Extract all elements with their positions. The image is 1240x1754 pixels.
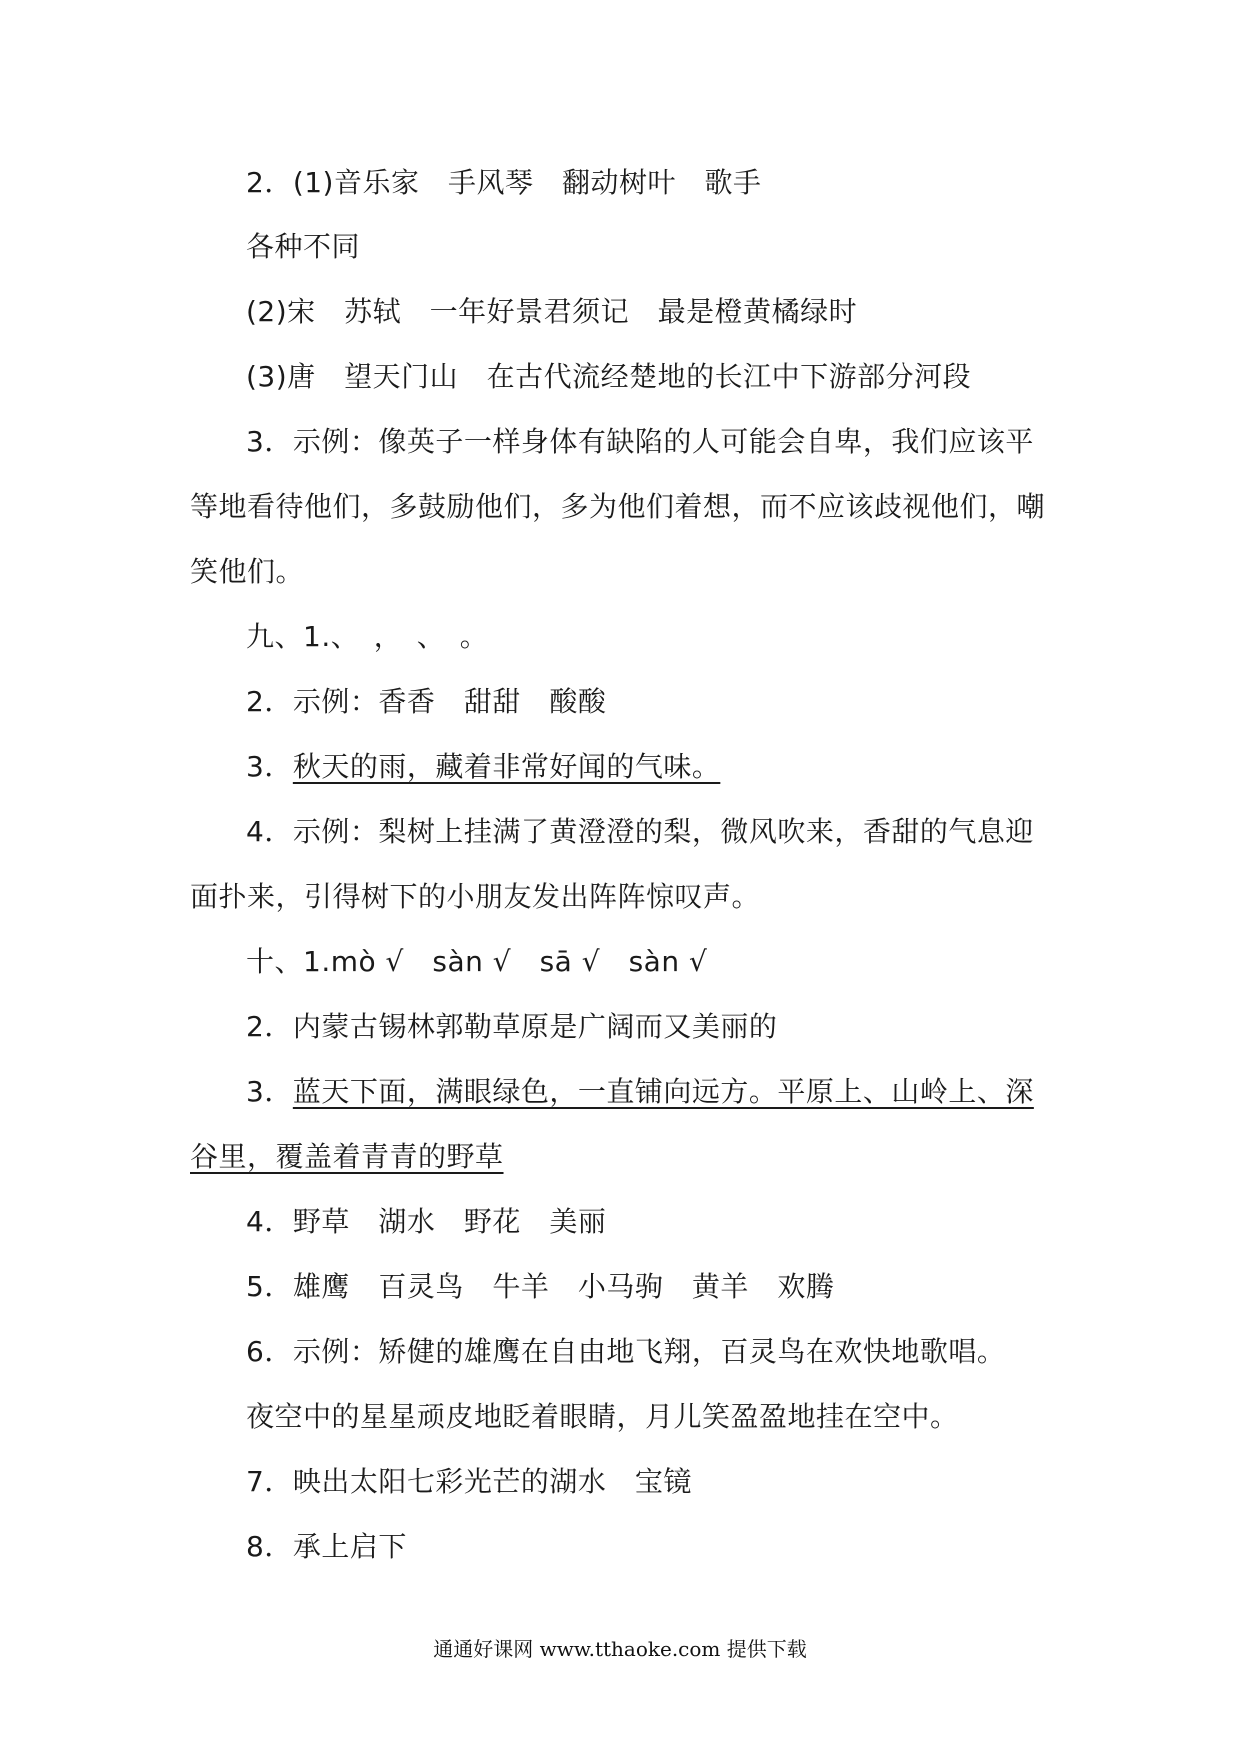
section-9-line-4-cont: 面扑来，引得树下的小朋友发出阵阵惊叹声。: [190, 880, 761, 913]
section-9-line-1: 九、1.、 ， 、 。: [246, 620, 489, 653]
underlined-answer: 秋天的雨，藏着非常好闻的气味。: [292, 750, 721, 783]
section-10-line-3-cont: 谷里，覆盖着青青的野草: [190, 1140, 504, 1173]
section-10-line-5: 5．雄鹰 百灵鸟 牛羊 小马驹 黄羊 欢腾: [246, 1270, 835, 1303]
page-footer: 通通好课网 www.tthaoke.com 提供下载: [433, 1637, 807, 1661]
answer-line-2-1: 2．(1)音乐家 手风琴 翻动树叶 歌手: [246, 166, 762, 199]
answer-line-2-1-cont: 各种不同: [246, 230, 361, 263]
answer-line-3: 3．示例：像英子一样身体有缺陷的人可能会自卑，我们应该平: [246, 425, 1034, 458]
section-9-line-4: 4．示例：梨树上挂满了黄澄澄的梨，微风吹来，香甜的气息迎: [246, 815, 1034, 848]
answer-line-2-2: (2)宋 苏轼 一年好景君须记 最是橙黄橘绿时: [246, 295, 858, 328]
section-10-line-2: 2．内蒙古锡林郭勒草原是广阔而又美丽的: [246, 1010, 778, 1043]
section-9-line-3: [246, 747, 720, 787]
item-number: 3．: [246, 1075, 293, 1108]
section-10-line-6-cont: 夜空中的星星顽皮地眨着眼睛，月儿笑盈盈地挂在空中。: [246, 1400, 959, 1433]
answer-line-3-cont: 等地看待他们，多鼓励他们，多为他们着想，而不应该歧视他们，嘲: [190, 490, 1046, 523]
section-10-line-7: 7．映出太阳七彩光芒的湖水 宝镜: [246, 1465, 692, 1498]
item-number: 3．: [246, 750, 293, 783]
section-10-line-6: 6．示例：矫健的雄鹰在自由地飞翔，百灵鸟在欢快地歌唱。: [246, 1335, 1006, 1368]
section-10-line-8: 8．承上启下: [246, 1530, 407, 1563]
answer-line-3-end: 笑他们。: [190, 555, 305, 588]
section-10-line-3: [246, 1072, 1034, 1112]
section-10-line-1: 十、1.mò √ sàn √ sā √ sàn √: [246, 945, 708, 978]
section-10-line-4: 4．野草 湖水 野花 美丽: [246, 1205, 607, 1238]
underlined-answer: 蓝天下面，满眼绿色，一直铺向远方。平原上、山岭上、深: [292, 1075, 1034, 1108]
answer-line-2-3: (3)唐 望天门山 在古代流经楚地的长江中下游部分河段: [246, 360, 972, 393]
section-9-line-2: 2．示例：香香 甜甜 酸酸: [246, 685, 607, 718]
